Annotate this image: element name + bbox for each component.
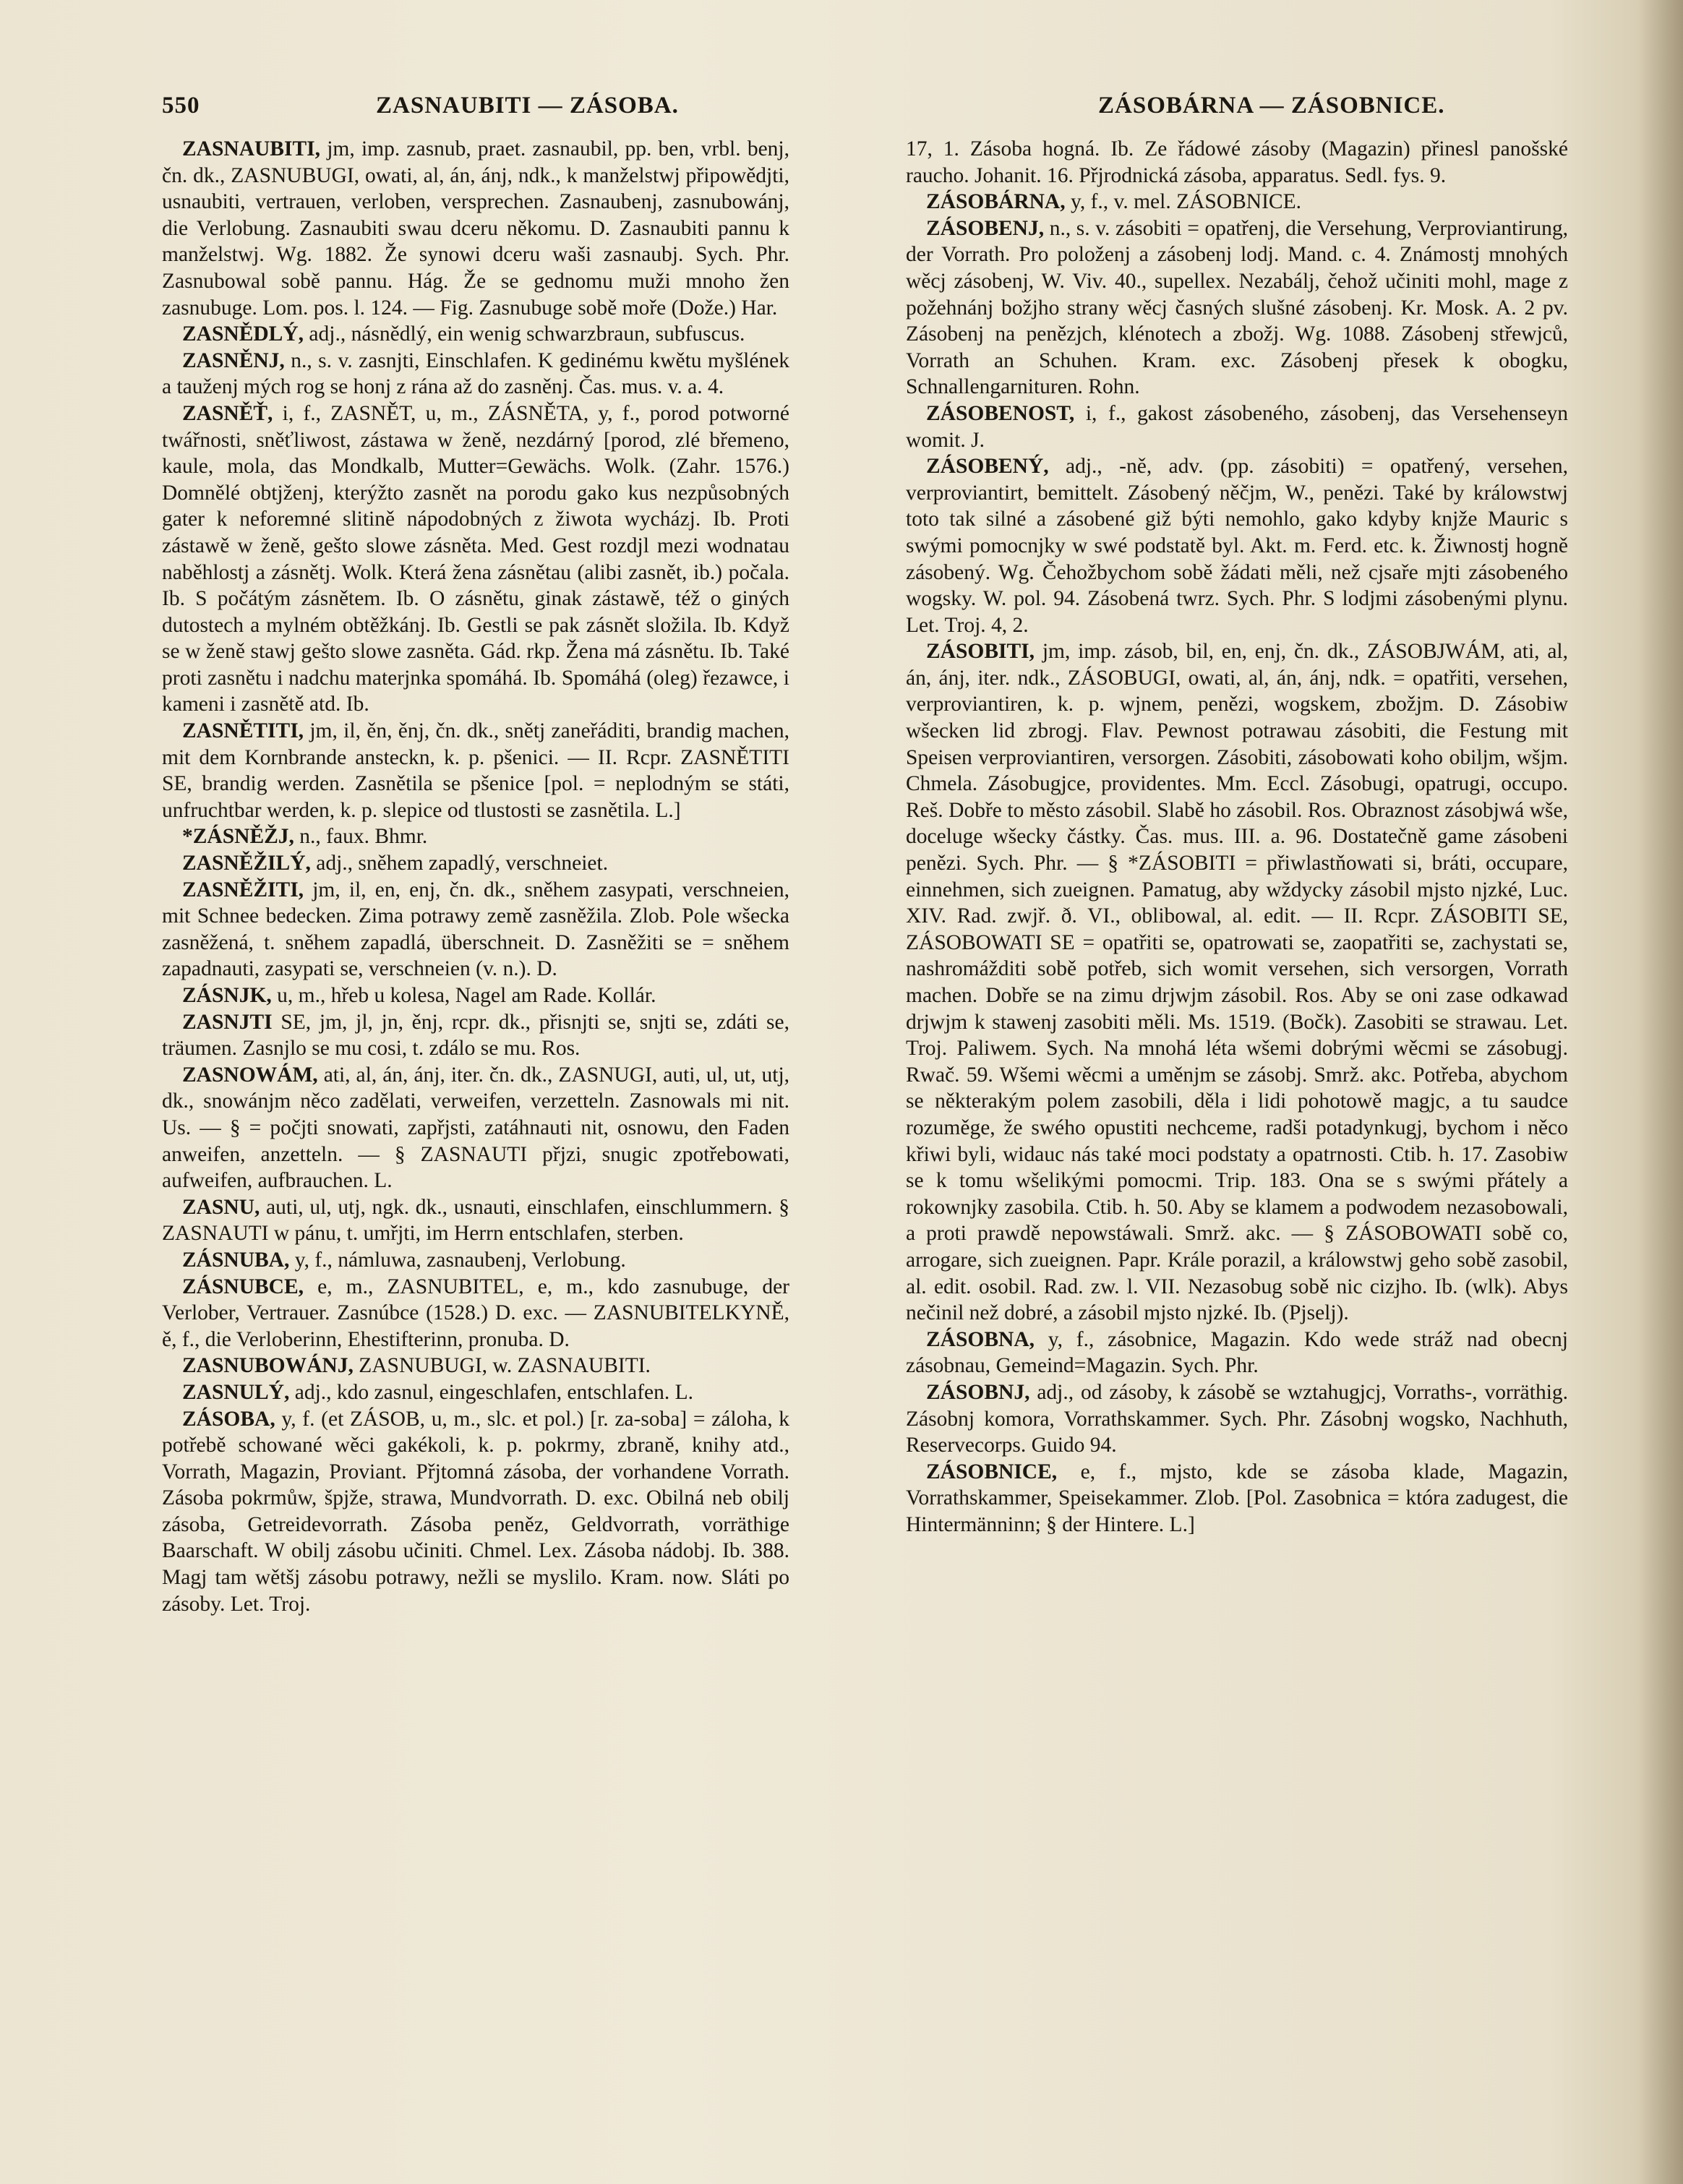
entry-text: adj., násnědlý, ein wenig schwarzbraun, subfuscus.: [309, 322, 745, 346]
entry-text: i, f., ZASNĚT, u, m., ZÁSNĚTA, y, f., porod potworné twářnosti, sněťliwost, zástawa w ženě, nezdárný [porod, zlé břemeno, kaule, mola, das Mondkalb, Mutter=Gewächs. Wolk. (Zahr. 1576.) Domnělé obtjženj, kterýžto zasnět na porodu gako kus nezpůsobných gater k neforemné slitině nápodobných z žiwota wycházj. Ib. Proti zástawě w ženě, gešto slowe zásněta. Med. Gest rozdjl mezi wodnatau naběhlostj a zásnětj. Wolk. Která žena zásnětau (alibi zasnět, ib.) počala. Ib. S počátým zásnětem. Ib. O zásnětu, ginak zástawě, též o giných dutostech a mylném obtěžkánj. Ib. Gestli se pak zásnět složila. Ib. Když se w ženě stawj gešto slowe zasněta. Gád. rkp. Žena má zásnětu. Ib. Také proti zasnětu i nadchu materjnka spomáhá. Ib. Spomáhá (oleg) řezawce, i kameni i zasnětě atd. Ib.: [162, 401, 790, 716]
dictionary-entry: [162, 1062, 789, 1194]
entry-text: y, f., zásobnice, Magazin. Kdo wede stráž nad obecnj zásobnau, Gemeind=Magazin. Sych. Phr.: [906, 1327, 1569, 1378]
dictionary-entry: [162, 1379, 789, 1406]
entry-headword: ZÁSNJK,: [182, 984, 272, 1007]
entry-text: e, f., mjsto, kde se zásoba klade, Magazin, Vorrathskammer, Speisekammer. Zlob. [Pol. Zasobnica = która zadugest, die Hintermänninn; § der Hintere. L.]: [906, 1460, 1568, 1536]
page-edge-shadow: [1640, 0, 1683, 2184]
entry-text: SE, jm, jl, jn, ěnj, rcpr. dk., přisnjti se, snjti se, zdáti se, träumen. Zasnjlo se mu cosi, t. zdálo se mu. Ros.: [162, 1010, 789, 1061]
entry-text: jm, il, ěn, ěnj, čn. dk., snětj zaneřáditi, brandig machen, mit dem Kornbrande ansteckn, k. p. pšenici. — II. Rcpr. ZASNĚTITI SE, brandig werden. Zasnětila se pšenice [pol. = neplodným se státi, unfruchtbar werden, k. p. slepice od tlustosti se zasnětila. L.]: [162, 719, 789, 822]
entry-headword: ZÁSOBENÝ,: [926, 455, 1049, 479]
entry-text: e, m., ZASNUBITEL, e, m., kdo zasnubuge, der Verlober, Vertrauer. Zasnúbce (1528.) D. exc. — ZASNUBITELKYNĚ, ě, f., die Verloberinn, Ehestifterinn, pronuba. D.: [162, 1275, 790, 1351]
entry-headword: ZÁSOBA,: [182, 1407, 275, 1431]
dictionary-entry: [906, 401, 1568, 453]
entry-headword: ZASNĚŤ,: [182, 401, 273, 425]
entry-text: adj., kdo zasnul, eingeschlafen, entschlafen. L.: [294, 1380, 694, 1404]
entry-headword: ZASNĚTITI,: [182, 719, 304, 743]
entry-text: i, f., gakost zásobeného, zásobenj, das Versehenseyn womit. J.: [906, 401, 1569, 452]
dictionary-entry: [906, 1327, 1568, 1379]
entry-text: ati, al, án, ánj, iter. čn. dk., ZASNUGI, auti, ul, ut, utj, dk., snowánjm něco zadělati, verweifen, verzetteln. Zasnowals mi nit. Us. — § = počjti snowati, zapřjsti, zatáhnauti nit, osnowu, den Faden anweifen, anzetteln. — § ZASNAUTI přjzi, snugic zpotřebowati, aufweifen, aufbrauchen. L.: [162, 1063, 790, 1193]
entry-text: y, f. (et ZÁSOB, u, m., slc. et pol.) [r. za-soba] = záloha, k potřebě schowané wěci gakékoli, k. p. pokrmy, zbraně, knihy atd., Vorrath, Magazin, Proviant. Přjtomná zásoba, der vorhandene Vorrath. Zásoba pokrmůw, špjže, strawa, Mundvorrath. D. exc. Obilná neb obilj zásoba, Getreidevorrath. Zásoba peněz, Geldvorrath, vorräthige Baarschaft. W obilj zásobu učiniti. Chmel. Lex. Zásoba nádobj. Ib. 388. Magj tam wětšj zásobu potrawy, nežli se myslilo. Kram. now. Sláti po zásoby. Let. Troj.: [162, 1407, 789, 1616]
dictionary-entry: [162, 823, 789, 850]
entry-text: adj., -ně, adv. (pp. zásobiti) = opatřený, versehen, verproviantirt, bemittelt. Zásobený něčjm, W., penězi. Také by králowstwj toto tak silné a zásobené giž býti nemohlo, gako kdyby knjže Mauric s swými pomocnjky w swé podstatě byl. Akt. m. Ferd. etc. k. Žiwnostj hogně zásobený. Wg. Čehožbychom sobě žádati měli, než cjsaře mjti zásobeného wogsky. W. pol. 94. Zásobená twrz. Sych. Phr. S lodjmi zásobenými plynu. Let. Troj. 4, 2.: [906, 455, 1568, 637]
dictionary-entry: [906, 1379, 1568, 1459]
dictionary-entry: [162, 1406, 789, 1618]
dictionary-entry: [162, 982, 789, 1009]
entry-headword: ZÁSOBNICE,: [926, 1460, 1058, 1483]
entry-headword: *ZÁSNĚŽJ,: [182, 825, 294, 849]
entry-headword: ZASNĚNJ,: [182, 348, 285, 372]
dictionary-entry-continuation: [906, 136, 1568, 189]
entry-text: y, f., v. mel. ZÁSOBNICE.: [1070, 190, 1301, 214]
dictionary-entry: [162, 136, 789, 321]
dictionary-entry: [906, 453, 1568, 638]
entry-text: auti, ul, utj, ngk. dk., usnauti, einschlafen, einschlummern. § ZASNAUTI w pánu, t. umřjti, im Herrn entschlafen, sterben.: [162, 1195, 789, 1246]
entry-headword: ZÁSOBENOST,: [926, 401, 1075, 425]
left-running-title: ZASNAUBITI — ZÁSOBA.: [376, 93, 679, 119]
dictionary-entry: [906, 189, 1568, 215]
entry-text: adj., sněhem zapadlý, verschneiet.: [316, 852, 609, 875]
right-column: [906, 136, 1568, 1538]
dictionary-entry: [906, 638, 1568, 1326]
entry-headword: ZÁSNUBCE,: [182, 1275, 304, 1298]
dictionary-entry: [162, 877, 789, 982]
dictionary-entry: [162, 850, 789, 877]
page-number: 550: [162, 93, 200, 119]
entry-text: jm, imp. zasnub, praet. zasnaubil, pp. ben, vrbl. benj, čn. dk., ZASNUBUGI, owati, al, án, ánj, ndk., k manželstwj připowědjti, usnaubiti, vertrauen, verloben, versprechen. Zasnaubenj, zasnubowánj, die Verlobung. Zasnaubiti swau dceru někomu. D. Zasnaubiti pannu k manželstwj. Wg. 1882. Že synowi dceru waši zasnaubj. Sych. Phr. Zasnubowal sobě pannu. Hág. Že se gednomu muži mnoho žen zasnubuge. Lom. pos. l. 124. — Fig. Zasnubuge sobě moře (Dože.) Har.: [162, 137, 790, 320]
entry-headword: ZASNUBOWÁNJ,: [182, 1354, 354, 1378]
entry-headword: ZASNJTI: [182, 1010, 273, 1034]
page-header: [162, 93, 1463, 129]
entry-headword: ZÁSOBNJ,: [926, 1380, 1030, 1404]
entry-text: n., faux. Bhmr.: [299, 825, 428, 849]
entry-text: jm, il, en, enj, čn. dk., sněhem zasypati, verschneien, mit Schnee bedecken. Zima potrawy země zasněžila. Zlob. Pole wšecka zasněžená, t. sněhem zapadlá, überschneit. D. Zasněžiti se = sněhem zapadnauti, zasypati se, verschneien (v. n.). D.: [162, 878, 790, 981]
entry-text: y, f., námluwa, zasnaubenj, Verlobung.: [294, 1248, 626, 1272]
dictionary-entry: [162, 401, 789, 718]
dictionary-entry: [162, 348, 789, 401]
dictionary-entry: [906, 215, 1568, 401]
entry-headword: ZASNĚŽITI,: [182, 878, 304, 902]
entry-headword: ZASNU,: [182, 1195, 260, 1219]
right-running-title: ZÁSOBÁRNA — ZÁSOBNICE.: [1098, 93, 1445, 119]
entry-headword: ZASNĚDLÝ,: [182, 322, 304, 346]
entry-headword: ZÁSOBITI,: [926, 640, 1035, 664]
dictionary-entry: [162, 1009, 789, 1062]
entry-headword: ZASNAUBITI,: [182, 137, 320, 160]
entry-headword: ZÁSOBNA,: [926, 1327, 1035, 1351]
entry-text: u, m., hřeb u kolesa, Nagel am Rade. Kollár.: [277, 984, 656, 1007]
entry-headword: ZÁSOBENJ,: [926, 216, 1045, 240]
dictionary-entry: [162, 718, 789, 823]
entry-headword: ZASNULÝ,: [182, 1380, 290, 1404]
dictionary-entry: [162, 1274, 789, 1353]
dictionary-entry: [162, 1353, 789, 1379]
left-column: [162, 136, 789, 1617]
dictionary-entry: [162, 1247, 789, 1274]
entry-text: n., s. v. zásobiti = opatřenj, die Versehung, Verproviantirung, der Vorrath. Pro položenj a zásobenj lodj. Mand. c. 4. Známostj mnohých wěcj zásobenj, W. Viv. 40., supellex. Nezabálj, čehož učiniti mohl, mage z požehnánj božjho strany wěcj časných slušné zásobenj. Kr. Mosk. A. 2 pv. Zásobenj na penězjch, klénotech a zbožj. Wg. 1088. Zásobenj střewjců, Vorrath an Schuhen. Kram. exc. Zásobenj přesek k obogku, Schnallengarnituren. Rohn.: [906, 216, 1569, 399]
entry-text: ZASNUBUGI, w. ZASNAUBITI.: [359, 1354, 651, 1378]
dictionary-entry: [906, 1459, 1568, 1538]
entry-text: adj., od zásoby, k zásobě se wztahugjcj, Vorraths-, vorräthig. Zásobnj komora, Vorrathskammer. Sych. Phr. Zásobnj wogsko, Nachhuth, Reservecorps. Guido 94.: [906, 1380, 1569, 1457]
entry-headword: ZÁSNUBA,: [182, 1248, 290, 1272]
dictionary-entry: [162, 1194, 789, 1247]
entry-text: 17, 1. Zásoba hogná. Ib. Ze řádowé zásoby (Magazin) přinesl panošské raucho. Johanit. 16. Přjrodnická zásoba, apparatus. Sedl. fys. 9.: [906, 137, 1568, 187]
entry-headword: ZÁSOBÁRNA,: [926, 190, 1066, 214]
entry-headword: ZASNOWÁM,: [182, 1063, 318, 1087]
entry-text: n., s. v. zasnjti, Einschlafen. K gedinému kwětu myšlének a tauženj mých rog se honj z rána až do zasněnj. Čas. mus. v. a. 4.: [162, 348, 790, 399]
entry-headword: ZASNĚŽILÝ,: [182, 852, 311, 875]
dictionary-entry: [162, 321, 789, 348]
entry-text: jm, imp. zásob, bil, en, enj, čn. dk., ZÁSOBJWÁM, ati, al, án, ánj, iter. ndk., ZÁSOBUGI, owati, al, án, ánj, ndk. = opatřiti, versehen, verproviantiren, k. p. wjnem, penězi, wogskem, zbožjm. D. Zásobiw wšecken lid zbrogj. Flav. Pewnost potrawau zásobiti, die Festung mit Speisen verproviantiren, versorgen. Zásobiti, zásobowati koho obiljm, wšjm. Chmela. Zásobugjce, providentes. Mm. Eccl. Zásobugi, opatrugi, occupo. Reš. Dobře to město zásobil. Slabě ho zásobil. Ros. Obraznost zásobjwá wše, doceluge wšecky částky. Čas. mus. III. a. 96. Dostatečně game zásobeni penězi. Sych. Phr. — § *ZÁSOBITI = přiwlastňowati si, bráti, occupare, einnehmen, sich zueignen. Pamatug, aby wždycky zásobil mjsto njzké, Luc. XIV. Rad. zwjř. ð. VI., oblibowal, al. edit. — II. Rcpr. ZÁSOBITI SE, ZÁSOBOWATI SE = opatřiti se, opatrowati se, zaopatřiti se, zachystati se, nashromážditi sobě potřeb, sich womit versehen, sich versorgen, Vorrath machen. Dobře se na zimu drjwjm zásobil. Ros. Aby se oni zase odkawad drjwjm k stawenj zasobiti měli. Ms. 1519. (Bočk). Zasobiti se strawau. Let. Troj. Paliwem. Sych. Na mnohá léta wšemi dobrými wěcmi se zásobugj. Rwač. 59. Wšemi wěcmi a uměnjm se zásobj. Smrž. akc. Potřeba, abychom se některakým polem zasobili, děla i lidi pohotowě magjc, a tu saudce rozuměge, že swého opustiti nechceme, radši potadynkugj, bychom i něco křiwi byli, widauc nás také moci podstaty a opatrnosti. Ctib. h. 17. Zasobiw se k tomu wšelikými pomocmi. Trip. 183. Ona se s swými přátely a rokownjky zasobila. Ctib. h. 50. Aby se klamem a podwodem nezasobowali, a proti prawdě nepowstáwali. Smrž. akc. — § ZÁSOBOWATI sobě co, arrogare, sich zueignen. Papr. Krále porazil, a králowstwj geho sobě zasobil, al. edit. osobil. Rad. zw. l. VII. Nezasobug sobě nic cizjho. Ib. (wlk). Abys nečinil než dobré, a zásobil mjsto njzké. Ib. (Pjselj).: [906, 640, 1568, 1325]
